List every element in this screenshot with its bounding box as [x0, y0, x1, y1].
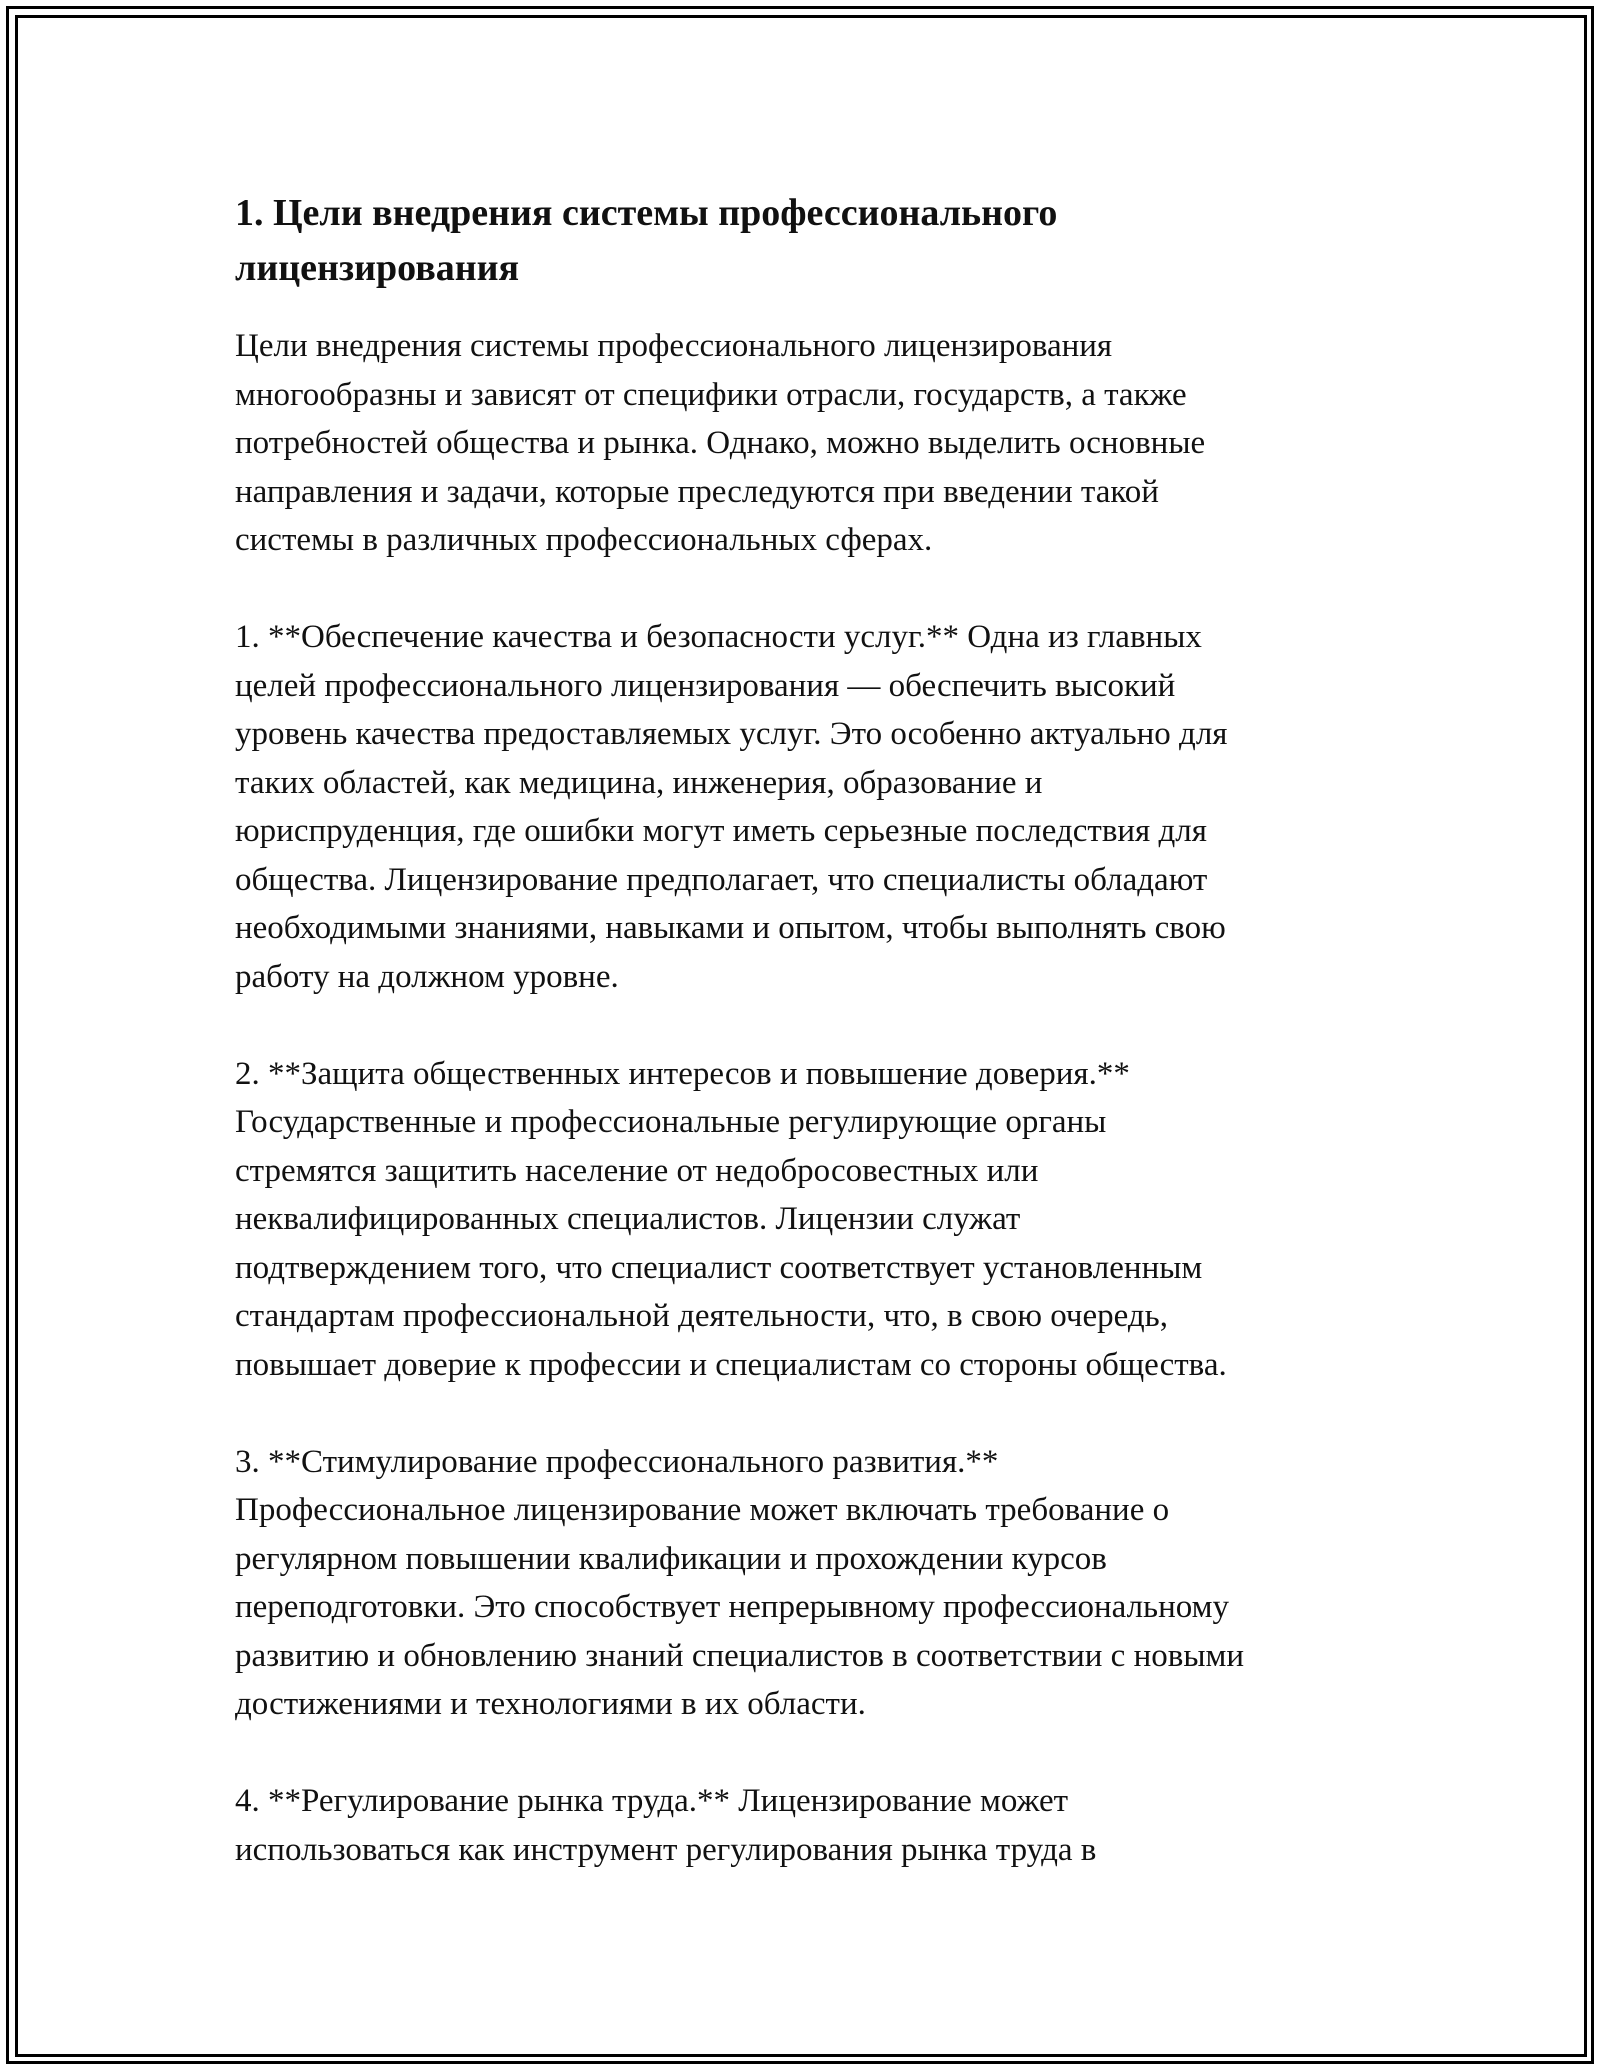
goal-paragraph-quality: 1. **Обеспечение качества и безопасности услуг.** Одна из главных целей профессионального лицензирования — обеспечить высокий уровень качества предоставляемых услуг. Это особенно актуально для таких областей, как медицина, инженерия, образование и юриспруденция, где ошибки могут иметь серьезные последствия для общества. Лицензирование предполагает, что специалисты обладают необходимыми знаниями, навыками и опытом, чтобы выполнять свою работу на должном уровне.	[235, 619, 1228, 995]
section-heading: 1. Цели внедрения системы профессионального лицензирования	[235, 192, 1058, 289]
document-body	[235, 186, 1360, 1923]
intro-paragraph: Цели внедрения системы профессионального лицензирования многообразны и зависят от специфики отрасли, государств, а также потребностей общества и рынка. Однако, можно выделить основные направления и задачи, которые преследуются при введении такой системы в различных профессиональных сферах.	[235, 328, 1206, 558]
goal-paragraph-development: 3. **Стимулирование профессионального развития.** Профессиональное лицензирование может включать требование о регулярном повышении квалификации и прохождении курсов переподготовки. Это способствует непрерывному профессиональному развитию и обновлению знаний специалистов в соответствии с новыми достижениями и технологиями в их области.	[235, 1443, 1245, 1722]
goal-paragraph-labor-market: 4. **Регулирование рынка труда.** Лицензирование может использоваться как инструмент регулирования рынка труда в	[235, 1783, 1097, 1868]
goal-paragraph-public-interest: 2. **Защита общественных интересов и повышение доверия.** Государственные и профессиональные регулирующие органы стремятся защитить население от недобросовестных или неквалифицированных специалистов. Лицензии служат подтверждением того, что специалист соответствует установленным стандартам профессиональной деятельности, что, в свою очередь, повышает доверие к профессии и специалистам со стороны общества.	[235, 1055, 1227, 1383]
